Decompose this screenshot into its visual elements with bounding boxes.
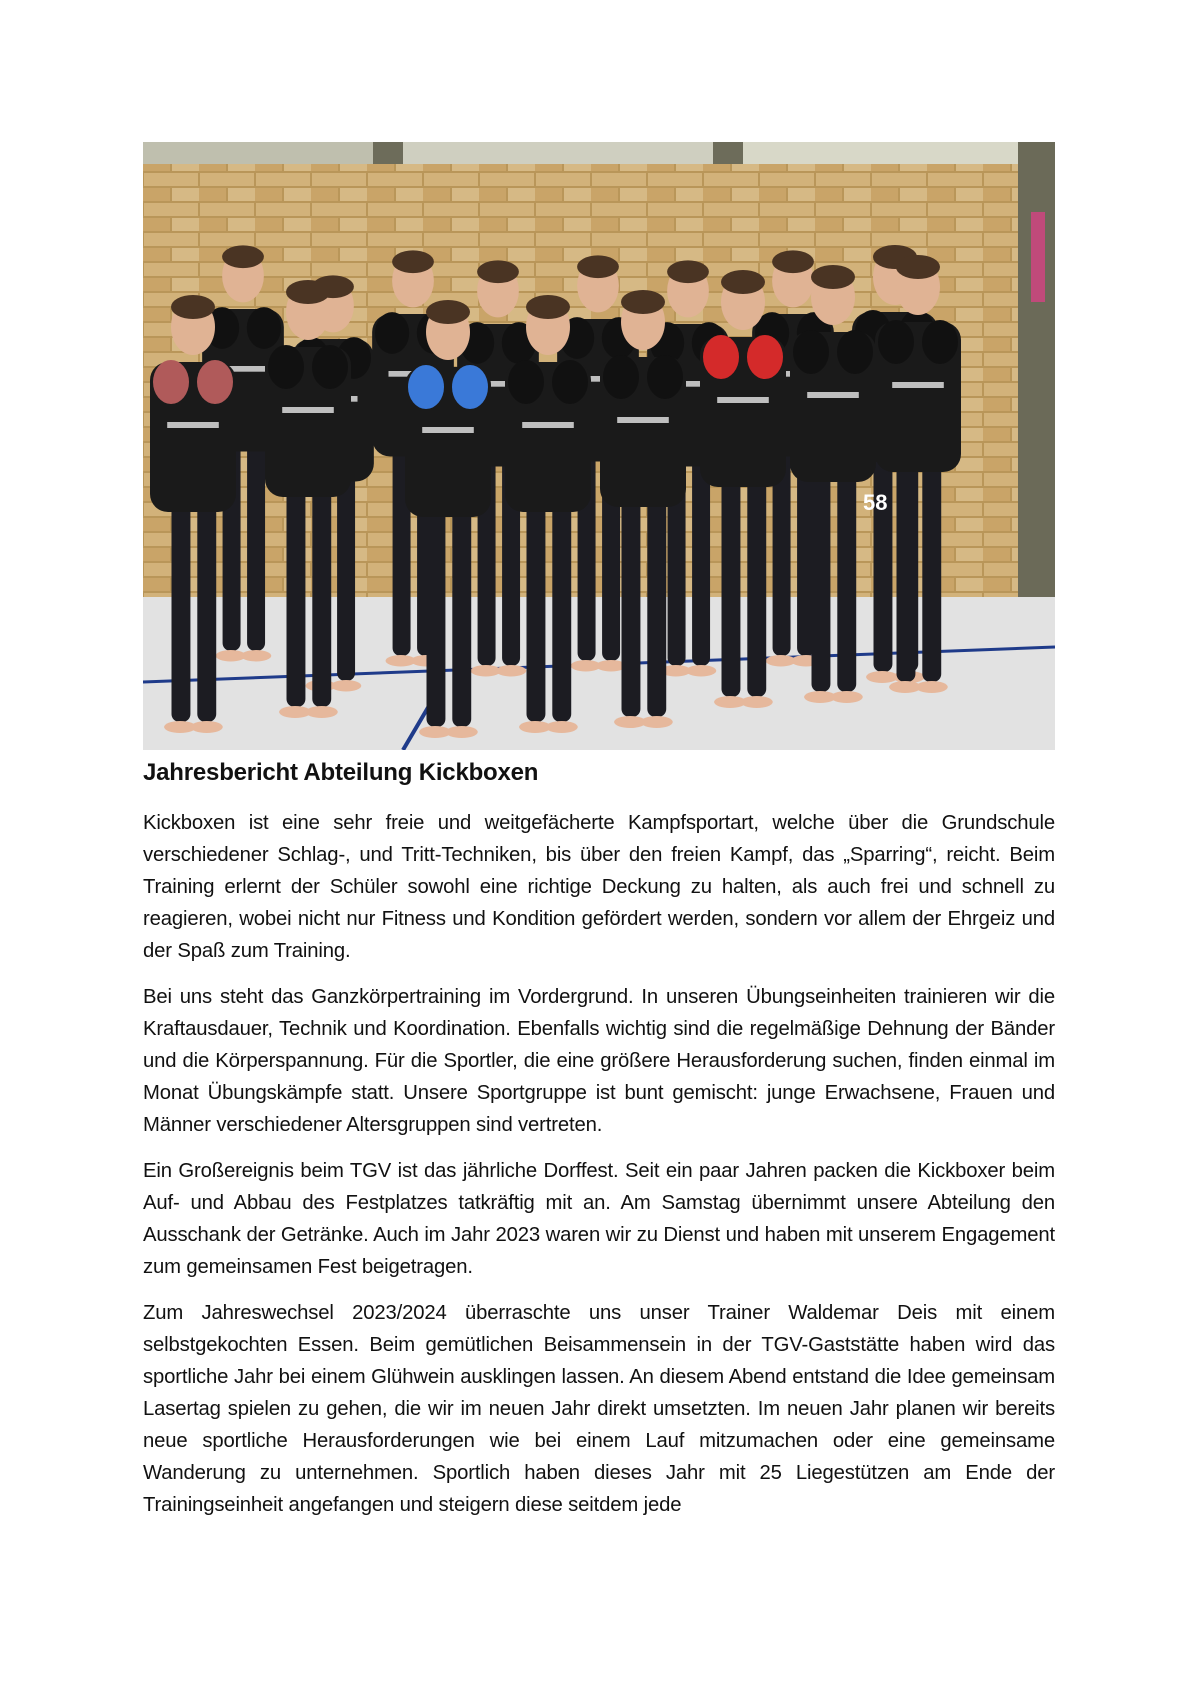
group-photo [143,142,1055,750]
paragraph-training: Bei uns steht das Ganzkörpertraining im Vordergrund. In unseren Übungseinheiten trainieren wir die Kraftausdauer, Technik und Koordination. Ebenfalls wichtig sind die regelmäßige Dehnung der Bänder und die Körperspannung. Für die Sportler, die eine größere Herausforderung suchen, finden einmal im Monat Übungskämpfe statt. Unsere Sportgruppe ist bunt gemischt: junge Erwachsene, Frauen und Männer verschiedener Altersgruppen sind vertreten. [143,986,1055,1136]
article-body [143,807,1055,1535]
paragraph-jahreswechsel: Zum Jahreswechsel 2023/2024 überraschte uns unser Trainer Waldemar Deis mit einem selbstgekochten Essen. Beim gemütlichen Beisammensein in der TGV-Gaststätte haben wird das sportliche Jahr bei einem Glühwein ausklingen lassen. An diesem Abend entstand die Idee gemeinsam Lasertag spielen zu gehen, die wir im neuen Jahr direkt umsetzten. Im neuen Jahr planen wir bereits neue sportliche Herausforderungen wie bei einem Lauf mitzumachen oder eine gemeinsame Wanderung zu unternehmen. Sportlich haben dieses Jahr mit 25 Liegestützen am Ende der Trainingseinheit angefangen und steigern diese seitdem jede [143,1302,1055,1516]
shorts-number: 58 [863,490,888,515]
paragraph-intro: Kickboxen ist eine sehr freie und weitgefächerte Kampfsportart, welche über die Grundschule verschiedener Schlag-, und Tritt-Techniken, bis über den freien Kampf, das „Sparring“, reicht. Beim Training erlernt der Schüler sowohl eine richtige Deckung zu halten, als auch frei und schnell zu reagieren, wobei nicht nur Fitness und Kondition gefördert werden, sondern vor allem der Ehrgeiz und der Spaß zum Training. [143,812,1055,962]
article-title: Jahresbericht Abteilung Kickboxen [143,759,539,786]
paragraph-dorffest: Ein Großereignis beim TGV ist das jährliche Dorffest. Seit ein paar Jahren packen die Kickboxer beim Auf- und Abbau des Festplatzes tatkräftig mit an. Am Samstag übernimmt unsere Abteilung den Ausschank der Getränke. Auch im Jahr 2023 waren wir zu Dienst und haben mit unserem Engagement zum gemeinsamen Fest beigetragen. [143,1160,1055,1278]
group-photo-illustration [143,142,1055,750]
